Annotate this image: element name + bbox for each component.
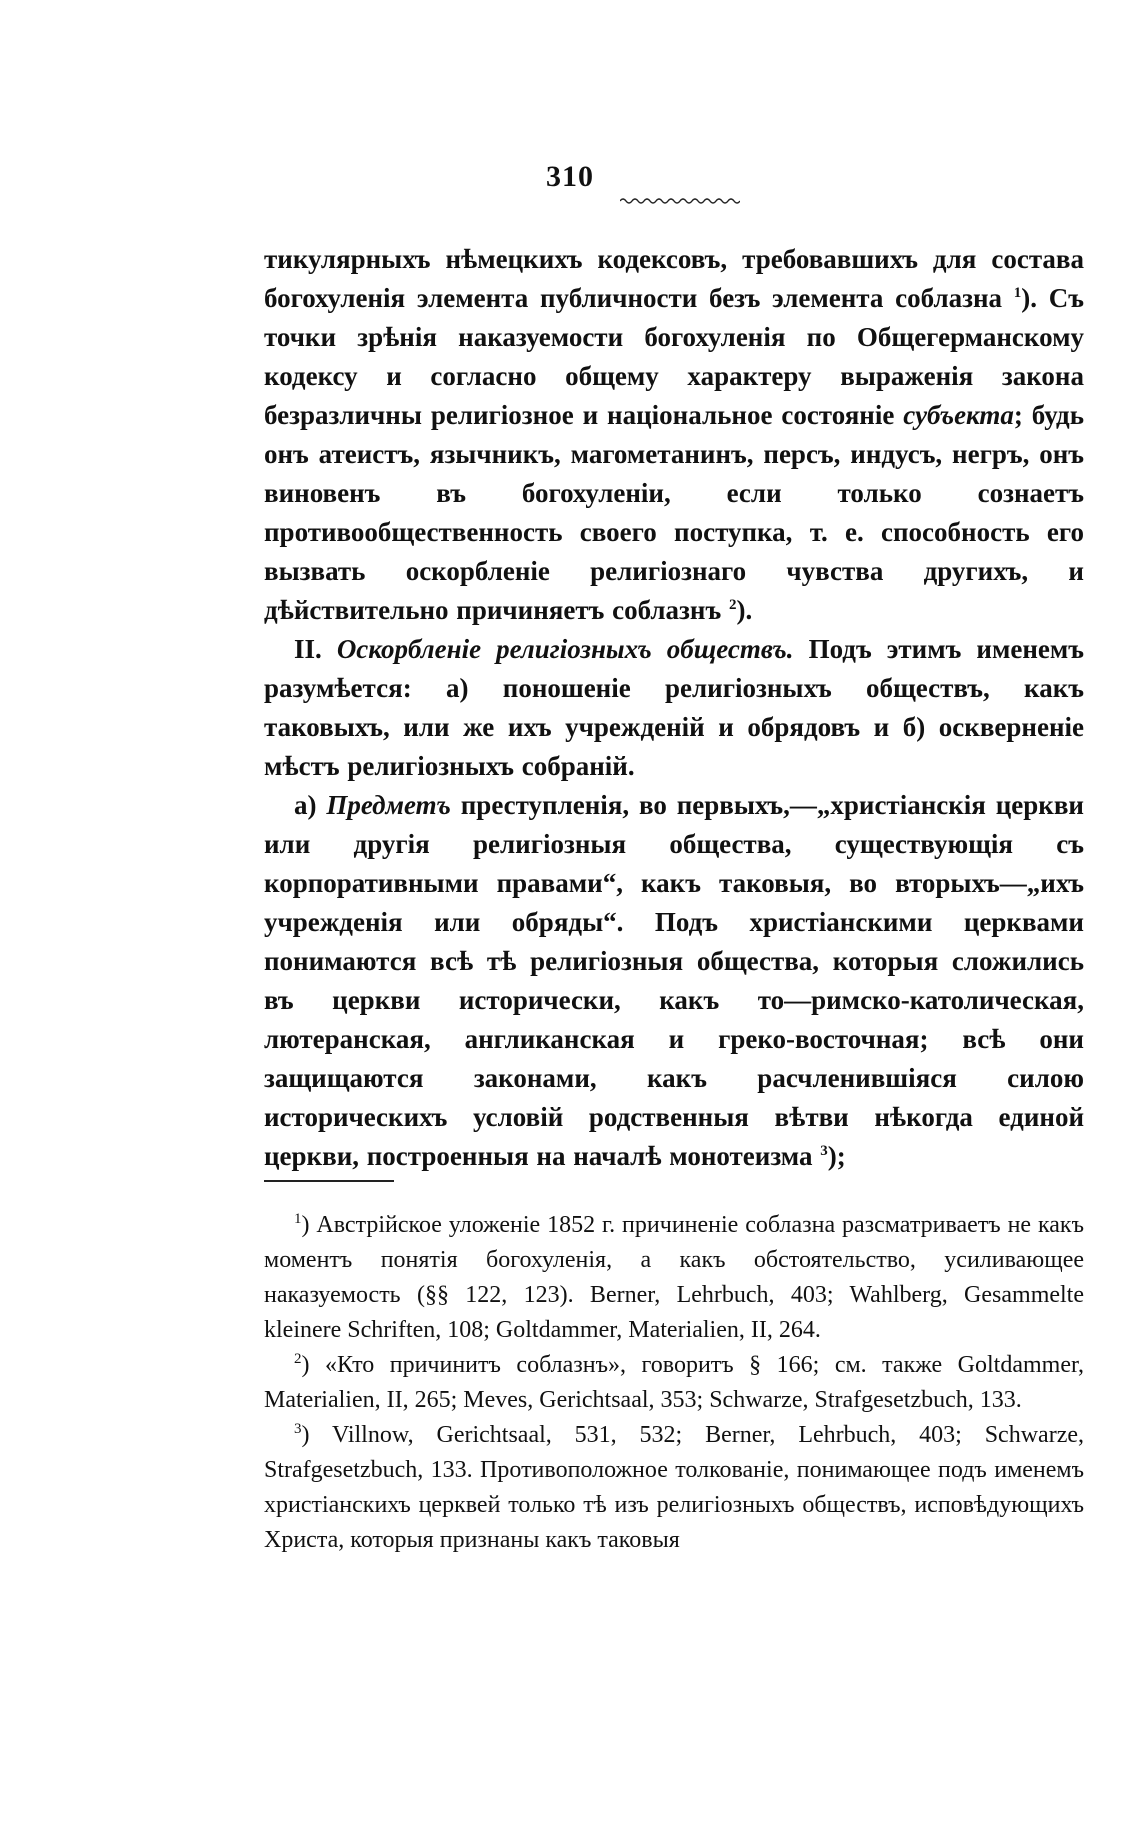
footnotes: [264, 1208, 1084, 1558]
text-span: ; будь онъ атеистъ, язычникъ, магометанинъ, персъ, индусъ, негръ, онъ виновенъ въ богохуленіи, если только сознаетъ противообщественность своего поступка, т. е. способность его вызвать оскорбленіе религіознаго чувства другихъ, и дѣйствительно причиняетъ соблазнъ: [264, 400, 1084, 625]
text-span: тикулярныхъ нѣмецкихъ кодексовъ, требовавшихъ для состава богохуленія элемента публичности безъ элемента соблазна: [264, 244, 1084, 313]
main-text: [264, 240, 1084, 1176]
text-span: преступленія, во первыхъ,—„христіанскія церкви или другія религіозныя общества, существующія съ корпоративными правами“, какъ таковыя, во вторыхъ—„ихъ учрежденія или обряды“. Подъ христіанскими церквами понимаются всѣ тѣ религіозныя общества, которыя сложились въ церкви исторически, какъ то—римско-католическая, лютеранская, англиканская и греко-восточная; всѣ они защищаются законами, какъ расчленившіяся силою историческихъ условій родственныя вѣтви нѣкогда единой церкви, построенныя на началѣ монотеизма: [264, 790, 1084, 1171]
paragraph-1: [264, 240, 1084, 630]
footnote-2: [264, 1348, 1084, 1418]
footnote-text: ) Австрійское уложеніе 1852 г. причиненіе соблазна разсматриваетъ не какъ моментъ понятія богохуленія, а какъ обстоятельство, усиливающее наказуемость (§§ 122, 123). Berner, Lehrbuch, 403; Wahlberg, Gesammelte kleinere Schriften, 108; Goltdammer, Materialien, II, 264.: [264, 1212, 1084, 1343]
paragraph-2: [264, 630, 1084, 786]
text-span: ). Съ точки зрѣнія наказуемости богохуленія по Общегерманскому кодексу и согласно общему характеру выраженія закона безразличны религіозное и національное состояніе: [264, 283, 1084, 430]
section-heading: Оскорбленіе религіозныхъ обществъ.: [336, 634, 794, 664]
footnote-ref-1: 1: [1013, 285, 1022, 301]
footnote-ref-2: 2: [728, 597, 737, 613]
text-span: а): [294, 790, 327, 820]
wavy-ornament: [620, 196, 740, 206]
footnote-3: [264, 1418, 1084, 1558]
text-span: Подъ этимъ именемъ разумѣется: а) поношеніе религіозныхъ обществъ, какъ таковыхъ, или же ихъ учрежденій и обрядовъ и б) оскверненіе мѣстъ религіозныхъ собраній.: [264, 634, 1085, 781]
footnote-marker: 3: [294, 1421, 302, 1437]
footnote-marker: 1: [294, 1211, 302, 1227]
page-number: 310: [546, 160, 594, 193]
footnote-marker: 2: [294, 1351, 302, 1367]
footnote-ref-3: 3: [820, 1143, 828, 1159]
footnote-text: ) «Кто причинитъ соблазнъ», говоритъ § 166; см. также Goltdammer, Materialien, II, 265; Meves, Gerichtsaal, 353; Schwarze, Strafgesetzbuch, 133.: [264, 1352, 1084, 1413]
footnote-1: [264, 1208, 1084, 1348]
text-span: ).: [736, 595, 753, 625]
emphasis: Предметъ: [326, 790, 451, 820]
emphasis: субъекта: [903, 400, 1014, 430]
section-number: II.: [294, 634, 337, 664]
footnote-rule: [264, 1180, 394, 1182]
paragraph-3: [264, 786, 1084, 1176]
text-span: );: [827, 1141, 846, 1171]
footnote-text: ) Villnow, Gerichtsaal, 531, 532; Berner, Lehrbuch, 403; Schwarze, Strafgesetzbuch, 133. Противоположное толкованіе, понимающее подъ именемъ христіанскихъ церквей только тѣ изъ религіозныхъ обществъ, исповѣдующихъ Христа, которыя признаны какъ таковыя: [264, 1422, 1084, 1553]
